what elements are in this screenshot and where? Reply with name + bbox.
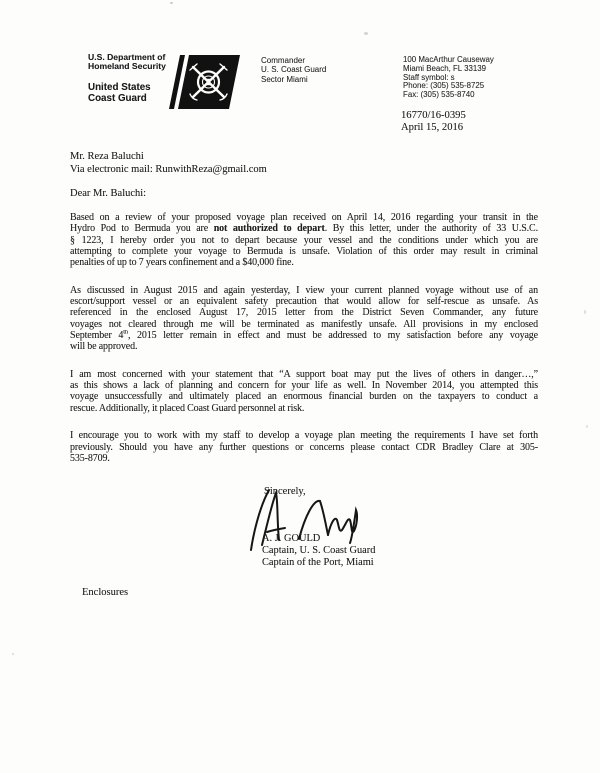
delivery-method: Via electronic mail: RunwithReza@gmail.com: [70, 163, 267, 175]
scan-speck: [170, 2, 173, 4]
service-name: [88, 83, 151, 104]
body-line: Hydro Pod to Bermuda you are not authorized to depart. By this letter, under the authority of 33 U.S.C.: [70, 223, 538, 235]
coast-guard-emblem-icon: [163, 54, 243, 110]
scan-speck: [584, 310, 586, 314]
scan-speck: [364, 32, 368, 35]
body-line: September 4th, 2015 letter remain in effect and must be addressed to my satisfaction before any voyage: [70, 330, 538, 342]
body-line: voyages not cleared through me will be terminated as manifestly unsafe. All provisions in my enclosed: [70, 318, 538, 330]
letter-body: [70, 212, 538, 480]
recipient-block: [70, 151, 267, 176]
body-line: rescue. Additionally, it placed Coast Guard personnel at risk.: [70, 402, 305, 414]
body-line: As discussed in August 2015 and again yesterday, I view your current planned voyage without use of an: [70, 284, 538, 296]
body-line: attempting to complete your voyage to Bermuda is unsafe. Violation of this order may result in criminal: [70, 246, 538, 258]
valediction: Sincerely,: [264, 486, 306, 497]
body-line: as this shows a lack of planning and concern for your life as well. In November 2014, you attempted this: [70, 380, 538, 392]
body-line: referenced in the enclosed August 17, 2015 letter from the District Seven Commander, any future: [70, 307, 538, 319]
recipient-name: Mr. Reza Baluchi: [70, 151, 144, 162]
body-line: will be approved.: [70, 341, 138, 353]
file-number: 16770/16-0395: [401, 110, 466, 121]
signature-block: [262, 533, 375, 569]
scan-speck: [586, 425, 588, 428]
scan-speck: [12, 653, 14, 655]
body-line: I encourage you to work with my staff to develop a voyage plan meeting the requirements I have set forth: [70, 430, 538, 442]
paragraph: [70, 212, 538, 269]
address-line-3: Staff symbol: s: [403, 72, 455, 82]
body-line: I am most concerned with your statement that “A support boat may put the lives of others in danger…,”: [70, 368, 538, 380]
originating-office-block: [261, 56, 326, 84]
address-line-5: Fax: (305) 535-8740: [403, 90, 475, 100]
service-line-1: United States: [88, 82, 151, 93]
paragraph: [70, 285, 538, 353]
body-line: Based on a review of your proposed voyage plan received on April 14, 2016 regarding your transit in the: [70, 212, 538, 223]
body-line: penalties of up to 7 years confinement and a $40,000 fine.: [70, 257, 294, 269]
letter-date: April 15, 2016: [401, 122, 464, 133]
paragraph: [70, 430, 538, 464]
address-line-4: Phone: (305) 535-8725: [403, 81, 485, 91]
body-line: escort/support vessel or an equivalent safety precaution that would allow for self-rescue as unsafe. As: [70, 296, 538, 308]
reference-block: [401, 110, 466, 134]
signer-name: A. J. GOULD: [262, 533, 321, 544]
service-line-2: Coast Guard: [88, 92, 147, 104]
department-line-2: Homeland Security: [88, 61, 166, 72]
body-line: voyage unsuccessfully and ultimately placed an enormous financial burden on the taxpayers to conduct a: [70, 391, 538, 403]
signer-title-1: Captain, U. S. Coast Guard: [262, 544, 376, 556]
paragraph: [70, 369, 538, 414]
office-line-2: U. S. Coast Guard: [261, 65, 327, 75]
office-line-3: Sector Miami: [261, 74, 308, 84]
office-line-1: Commander: [261, 56, 306, 65]
department-name: [88, 53, 166, 72]
salutation: Dear Mr. Baluchi:: [70, 188, 147, 199]
signer-title-2: Captain of the Port, Miami: [262, 556, 374, 568]
body-line: previously. Should you have any further questions or concerns please contact CDR Bradley Clare at 305-: [70, 441, 538, 453]
department-line-1: U.S. Department of: [88, 52, 166, 62]
enclosures-note: Enclosures: [82, 587, 129, 598]
address-line-2: Miami Beach, FL 33139: [403, 63, 487, 73]
body-line: 535-8709.: [70, 452, 110, 464]
body-line: § 1223, I hereby order you not to depart because your vessel and the conditions under which you are: [70, 234, 538, 246]
station-address-block: [403, 56, 494, 100]
address-line-1: 100 MacArthur Causeway: [403, 55, 494, 64]
